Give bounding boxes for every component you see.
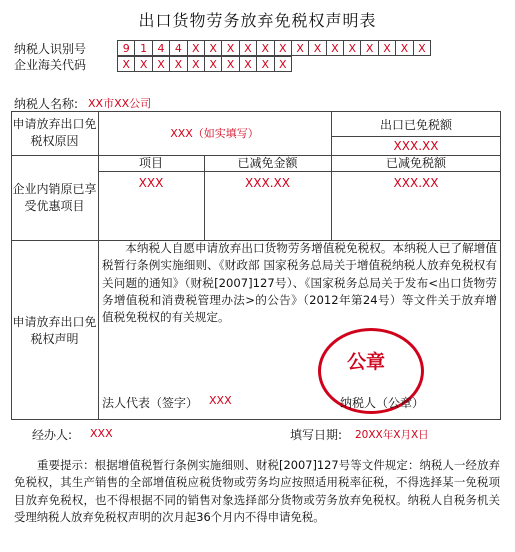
reason-label: 申请放弃出口免税权原因 (12, 117, 97, 148)
taxpayer-id-cell: X (257, 41, 274, 56)
handler-label: 经办人: (32, 428, 73, 442)
customs-code-cell: X (170, 57, 187, 72)
taxpayer-id-cell: X (378, 41, 395, 56)
declaration-label: 申请放弃出口免税权声明 (12, 315, 97, 346)
customs-code-cell: X (204, 57, 221, 72)
taxpayer-seal-label: 纳税人（公章） (340, 396, 425, 410)
taxpayer-id-cell: X (413, 41, 430, 56)
taxpayer-id-cell: X (291, 41, 308, 56)
domestic-label: 企业内销原已享受优惠项目 (12, 182, 97, 213)
domestic-header-amount: 已减免金额 (237, 156, 298, 170)
page-title: 出口货物劳务放弃免税权声明表 (138, 11, 377, 30)
fill-date-value: 20XX年X月X日 (355, 429, 429, 441)
domestic-amount-value: XXX.XX (245, 176, 290, 190)
taxpayer-id-cell: 9 (118, 41, 135, 56)
taxpayer-id-cell: X (239, 41, 256, 56)
domestic-tax-value: XXX.XX (393, 176, 439, 190)
customs-code-grid (117, 56, 292, 72)
taxpayer-id-cell: X (326, 41, 343, 56)
customs-code-cell: X (257, 57, 274, 72)
legal-rep-value: XXX (209, 394, 232, 407)
customs-code-cell: X (187, 57, 204, 72)
taxpayer-id-cell: 4 (152, 41, 169, 56)
taxpayer-id-cell: 1 (135, 41, 152, 56)
reason-value: XXX（如实填写） (170, 127, 259, 140)
domestic-header-tax: 已减免税额 (385, 156, 446, 170)
fill-date-label: 填写日期: (290, 428, 343, 442)
domestic-header-item: 项目 (138, 156, 163, 170)
customs-code-cell: X (135, 57, 152, 72)
customs-code-cell: X (274, 57, 291, 72)
exempt-amount-header: 出口已免税额 (379, 118, 452, 132)
taxpayer-id-cell: X (344, 41, 361, 56)
domestic-item-value: XXX (138, 176, 164, 190)
taxpayer-id-label: 纳税人识别号 (14, 42, 87, 56)
taxpayer-id-cell: X (361, 41, 378, 56)
exempt-amount-value: XXX.XX (393, 139, 439, 153)
handler-value: XXX (90, 427, 113, 440)
customs-code-cell: X (152, 57, 169, 72)
seal-text: 公章 (347, 351, 386, 373)
customs-code-label: 企业海关代码 (14, 58, 87, 72)
taxpayer-id-cell: X (274, 41, 291, 56)
taxpayer-id-cell: 4 (170, 41, 187, 56)
taxpayer-id-grid (117, 40, 431, 56)
customs-code-cell: X (222, 57, 239, 72)
taxpayer-name-label: 纳税人名称: (14, 97, 79, 111)
legal-rep-label: 法人代表（签字） (102, 396, 199, 410)
declaration-text: 本纳税人自愿申请放弃出口货物劳务增值税免税权。本纳税人已了解增值税暂行条例实施细则、《财政部 国家税务总局关于增值税纳税人放弃免税权有关问题的通知》（财税[2007]127号）、《国家税务总局关于发布<出口货物劳务增值税和消费税管理办法>的公告》（2012年第24号）等文件关于放弃增值税免税权的有关规定。 (102, 241, 497, 325)
taxpayer-id-cell: X (222, 41, 239, 56)
customs-code-cell: X (118, 57, 135, 72)
taxpayer-id-cell: X (204, 41, 221, 56)
taxpayer-id-cell: X (187, 41, 204, 56)
customs-code-cell: X (239, 57, 256, 72)
taxpayer-id-cell: X (309, 41, 326, 56)
important-notice: 重要提示：根据增值税暂行条例实施细则、财税[2007]127号等文件规定：纳税人一经放弃免税权，其生产销售的全部增值税应税货物或劳务均应按照适用税率征税，不得选择某一免税项目放弃免税权，也不得根据不同的销售对象选择部分货物或劳务放弃免税权。纳税人自税务机关受理纳税人放弃免税权声明的次月起36个月内不得申请免税。 (14, 458, 500, 525)
taxpayer-id-cell: X (396, 41, 413, 56)
taxpayer-name-value: XX市XX公司 (88, 97, 152, 110)
